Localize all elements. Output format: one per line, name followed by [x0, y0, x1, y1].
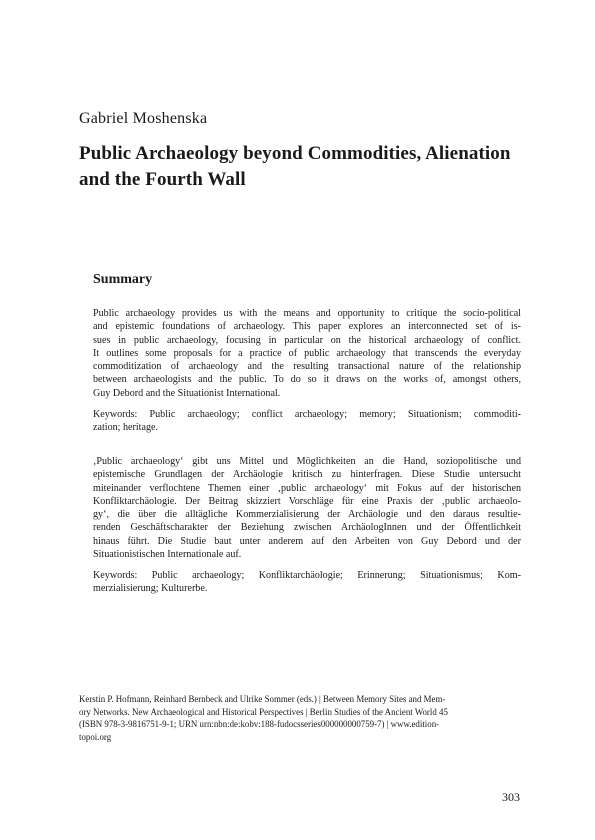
abstract-line: gy‘, die über die alltägliche Kommerzialisierung der Archäologie und den daraus resultie- [93, 509, 521, 521]
keywords-line: zation; heritage. [93, 422, 159, 434]
abstract-line: sues in public archaeology, focusing in particular on the historical archaeology of conflict. [93, 334, 521, 346]
author-name: Gabriel Moshenska [79, 110, 208, 127]
abstract-german [93, 455, 521, 561]
title-line: Public Archaeology beyond Commodities, Alienation [79, 143, 511, 164]
abstract-line: renden Geschäftscharakter der Beziehung zwischen ArchäologInnen und der Öffentlichkeit [93, 522, 521, 534]
keywords-german [93, 569, 521, 596]
title-line: and the Fourth Wall [79, 169, 246, 190]
keywords-english [93, 408, 521, 435]
footer-line: Kerstin P. Hofmann, Reinhard Bernbeck and Ulrike Sommer (eds.) | Between Memory Sites and Mem- [79, 694, 446, 704]
abstract-english [93, 307, 521, 400]
footer-line: (ISBN 978-3-9816751-9-1; URN urn:nbn:de:kobv:188-fudocsseries000000000759-7) | www.edition- [79, 719, 440, 730]
abstract-line: between archaeologists and the public. To do so it draws on the works of, amongst others, [93, 374, 521, 386]
keywords-line: Keywords: Public archaeology; conflict archaeology; memory; Situationism; commoditi- [93, 409, 521, 420]
abstract-line: Public archaeology provides us with the means and opportunity to critique the socio-political [93, 308, 521, 319]
abstract-line: Guy Debord and the Situationist International. [93, 387, 281, 399]
page-number: 303 [502, 790, 520, 804]
abstract-line: epistemische Grundlagen der Archäologie kritisch zu hinterfragen. Diese Studie untersucht [93, 469, 521, 481]
abstract-line: Konfliktarchäologie. Der Beitrag skizziert Vorschläge für eine Praxis der ‚public archaeolo- [93, 495, 521, 507]
abstract-line: Situationistischen Internationale auf. [93, 549, 242, 561]
summary-heading: Summary [93, 272, 153, 287]
keywords-line: Keywords: Public archaeology; Konfliktarchäologie; Erinnerung; Situationismus; Kom- [93, 570, 521, 581]
abstract-line: and epistemic foundations of archaeology. This paper explores an interconnected set of is- [93, 321, 521, 333]
abstract-line: miteinander verflochtene Themen einer ‚public archaeology‘ mit Fokus auf der historischen [93, 482, 521, 494]
abstract-line: commoditization of archaeology and the resulting transactional nature of the relationship [93, 361, 521, 373]
abstract-line: It outlines some proposals for a practice of public archaeology that transcends the everyday [93, 347, 521, 359]
abstract-line: hinaus führt. Die Studie baut unter anderem auf den Arbeiten von Guy Debord und der [93, 535, 521, 547]
footer-line: topoi.org [79, 731, 112, 742]
abstract-line: ‚Public archaeology‘ gibt uns Mittel und Möglichkeiten an die Hand, soziopolitische und [93, 456, 521, 467]
citation-footer [79, 693, 471, 743]
keywords-line: merzialisierung; Kulturerbe. [93, 583, 208, 595]
footer-line: ory Networks. New Archaeological and Historical Perspectives | Berlin Studies of the Ancient World 45 [79, 706, 448, 717]
article-title [79, 141, 529, 193]
